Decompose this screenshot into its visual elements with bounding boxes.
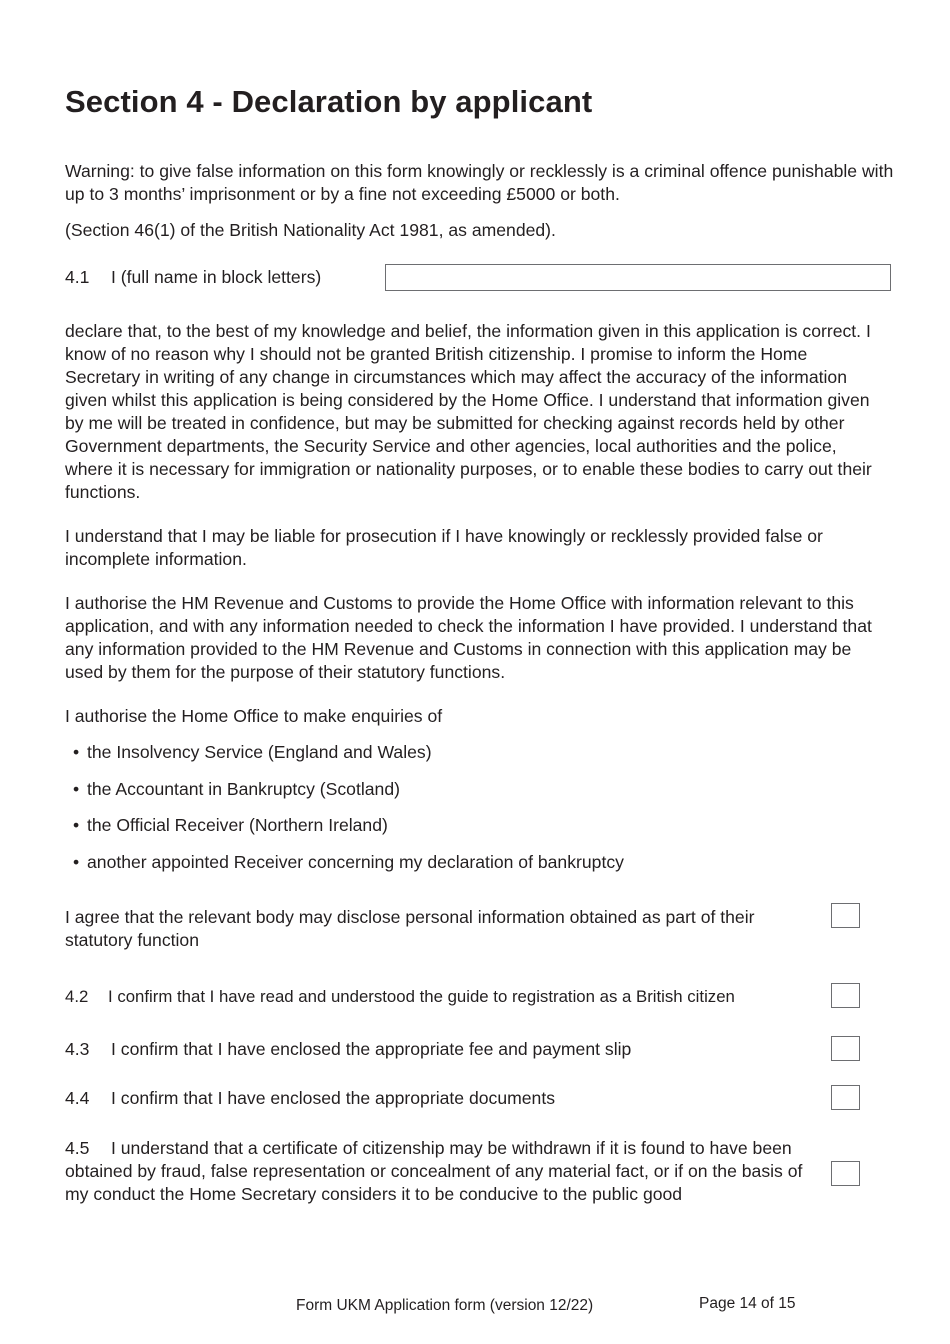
- declaration-paragraph: declare that, to the best of my knowledge and belief, the information given in this application is correct. I know of no reason why I should not be granted British citizenship. I promise to inform the Home Secretary in writing of any change in circumstances which may affect the accuracy of the information given whilst this application is being considered by the Home Office. I understand that information given by me will be treated in confidence, but may be submitted for checking against records held by other Government departments, the Security Service and other agencies, local authorities and the police, where it is necessary for immigration or nationality purposes, or to enable these bodies to carry out their functions.: [65, 321, 872, 502]
- enquiries-intro: I authorise the Home Office to make enquiries of: [65, 706, 443, 726]
- q41-label-row: [65, 266, 321, 289]
- list-item: • the Insolvency Service (England and Wales): [73, 742, 432, 762]
- q44-row: [65, 1087, 555, 1110]
- q42-row: [65, 985, 735, 1008]
- list-item: • another appointed Receiver concerning my declaration of bankruptcy: [73, 852, 624, 872]
- prosecution-paragraph: I understand that I may be liable for prosecution if I have knowingly or recklessly provided false or incomplete information.: [65, 526, 823, 569]
- q43-row: [65, 1038, 631, 1061]
- footer-form-name: Form UKM Application form (version 12/22): [296, 1297, 594, 1314]
- list-item: • the Accountant in Bankruptcy (Scotland): [73, 779, 400, 799]
- agree-text: I agree that the relevant body may disclose personal information obtained as part of their statutory function: [65, 907, 755, 950]
- q41-number: 4.1: [65, 267, 90, 287]
- act-reference: (Section 46(1) of the British Nationality Act 1981, as amended).: [65, 220, 556, 240]
- q44-checkbox[interactable]: [831, 1085, 860, 1110]
- q41-label: I (full name in block letters): [111, 267, 322, 287]
- q45-checkbox[interactable]: [831, 1161, 860, 1186]
- q43-checkbox[interactable]: [831, 1036, 860, 1061]
- list-item: • the Official Receiver (Northern Ireland): [73, 815, 388, 835]
- q45-text: I understand that a certificate of citizenship may be withdrawn if it is found to have been obtained by fraud, false representation or concealment of any material fact, or if on the basis of my conduct the Home Secretary considers it to be conducive to the public good: [65, 1138, 803, 1204]
- full-name-input[interactable]: [385, 264, 891, 291]
- q45-number: 4.5: [65, 1138, 90, 1158]
- agree-checkbox[interactable]: [831, 903, 860, 928]
- hmrc-paragraph: I authorise the HM Revenue and Customs to provide the Home Office with information relevant to this application, and with any information needed to check the information I have provided. I understand that any information provided to the HM Revenue and Customs in connection with this application may be used by them for the purpose of their statutory functions.: [65, 593, 872, 682]
- q43-number: 4.3: [65, 1039, 90, 1059]
- q42-number: 4.2: [65, 987, 89, 1006]
- q45-row: [65, 1137, 817, 1206]
- q44-number: 4.4: [65, 1088, 90, 1108]
- q42-checkbox[interactable]: [831, 983, 860, 1008]
- q42-text: I confirm that I have read and understood the guide to registration as a British citizen: [108, 987, 735, 1006]
- q44-text: I confirm that I have enclosed the appropriate documents: [111, 1088, 556, 1108]
- warning-text: Warning: to give false information on this form knowingly or recklessly is a criminal offence punishable with up to 3 months’ imprisonment or by a fine not exceeding £5000 or both.: [65, 161, 894, 204]
- section-title: Section 4 - Declaration by applicant: [65, 84, 593, 119]
- q43-text: I confirm that I have enclosed the appropriate fee and payment slip: [111, 1039, 632, 1059]
- footer-page-number: Page 14 of 15: [699, 1295, 796, 1312]
